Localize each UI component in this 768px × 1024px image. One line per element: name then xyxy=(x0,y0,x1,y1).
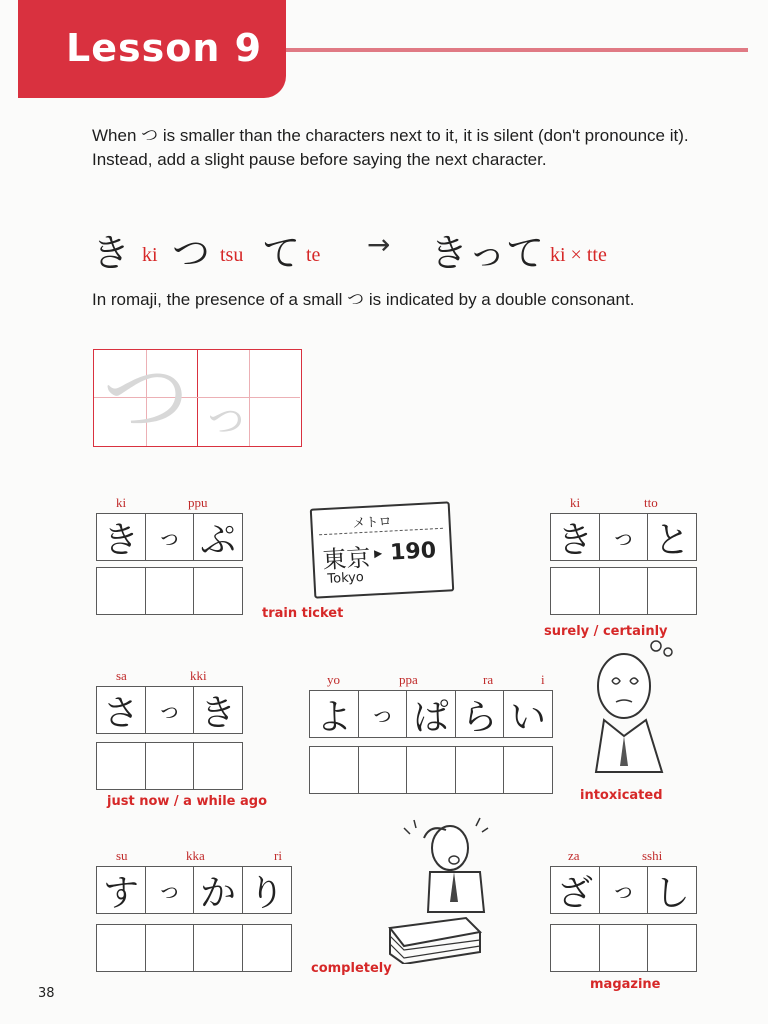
practice-box[interactable] xyxy=(309,746,359,794)
romaji-label: yo xyxy=(327,672,340,687)
practice-box[interactable] xyxy=(455,746,505,794)
practice-box[interactable] xyxy=(193,742,243,790)
kana-box: っ xyxy=(145,686,195,734)
stroke-large-kana: つ xyxy=(102,346,191,449)
example-result: きって xyxy=(430,231,545,275)
kana-box: か xyxy=(193,866,243,914)
ticket-illustration xyxy=(310,501,455,598)
page-number: 38 xyxy=(38,986,55,1001)
kana-box: っ xyxy=(145,866,195,914)
practice-box[interactable] xyxy=(550,924,600,972)
romaji-label: ki xyxy=(116,495,127,510)
ticket-kanji: 東京 xyxy=(321,543,372,575)
meaning-label: train ticket xyxy=(262,606,344,621)
romaji-label: ppu xyxy=(188,495,208,510)
romaji-label: ppa xyxy=(399,672,418,687)
example-romaji-3: te xyxy=(306,244,321,266)
kana-box: ら xyxy=(455,690,505,738)
meaning-label: intoxicated xyxy=(580,788,663,803)
kana-box: し xyxy=(647,866,697,914)
kana-box: っ xyxy=(145,513,195,561)
ticket-number: 190 xyxy=(389,538,437,566)
ticket-arrow-icon: ▸ xyxy=(373,543,383,563)
kana-box: き xyxy=(193,686,243,734)
romaji-label: tto xyxy=(644,495,658,510)
kana-box: ざ xyxy=(550,866,600,914)
kana-box: っ xyxy=(599,866,649,914)
ticket-romaji: Tokyo xyxy=(327,569,365,587)
romaji-label: sa xyxy=(116,668,127,683)
practice-box[interactable] xyxy=(145,924,195,972)
romaji-label: ra xyxy=(483,672,494,687)
example-romaji-1: ki xyxy=(142,244,158,266)
meaning-label: completely xyxy=(311,961,392,976)
kana-box: り xyxy=(242,866,292,914)
example-romaji-2: tsu xyxy=(220,244,244,266)
practice-box[interactable] xyxy=(647,924,697,972)
practice-box[interactable] xyxy=(358,746,408,794)
romaji-label: ki xyxy=(570,495,581,510)
romaji-label: sshi xyxy=(642,848,663,863)
practice-box[interactable] xyxy=(550,567,600,615)
romaji-label: kka xyxy=(186,848,205,863)
example-kana-3: て xyxy=(262,231,301,275)
kana-box: き xyxy=(550,513,600,561)
header-rule xyxy=(286,48,748,52)
arrow-icon: → xyxy=(367,228,391,261)
intro-paragraph: When つ is smaller than the characters next to it, it is silent (don't pronounce it). Instead, add a slight pause before saying the next character. xyxy=(92,126,689,169)
romaji-label: za xyxy=(568,848,580,863)
stroke-practice-grid xyxy=(93,346,302,449)
meaning-label: surely / certainly xyxy=(544,624,668,639)
stroke-small-kana: っ xyxy=(202,388,251,444)
example-kana-2: つ xyxy=(172,231,211,275)
kana-box: と xyxy=(647,513,697,561)
romaji-label: i xyxy=(541,672,545,687)
kana-box: さ xyxy=(96,686,146,734)
kana-box: っ xyxy=(358,690,408,738)
romaji-note: In romaji, the presence of a small つ is indicated by a double consonant. xyxy=(92,290,635,309)
practice-box[interactable] xyxy=(599,567,649,615)
kana-box: ぱ xyxy=(406,690,456,738)
page-title: Lesson 9 xyxy=(66,26,263,70)
kana-box: よ xyxy=(309,690,359,738)
kana-box: き xyxy=(96,513,146,561)
kana-box: す xyxy=(96,866,146,914)
kana-box: っ xyxy=(599,513,649,561)
practice-box[interactable] xyxy=(647,567,697,615)
meaning-label: just now / a while ago xyxy=(107,794,268,809)
romaji-label: su xyxy=(116,848,128,863)
practice-box[interactable] xyxy=(145,742,195,790)
ticket-top-text: メトロ xyxy=(352,514,392,532)
meaning-label: magazine xyxy=(590,977,661,992)
practice-box[interactable] xyxy=(242,924,292,972)
practice-box[interactable] xyxy=(599,924,649,972)
drunk-person-illustration xyxy=(594,636,680,776)
example-result-romaji: ki × tte xyxy=(550,244,607,266)
practice-box[interactable] xyxy=(406,746,456,794)
romaji-label: ri xyxy=(274,848,282,863)
kana-box: い xyxy=(503,690,553,738)
romaji-label: kki xyxy=(190,668,207,683)
practice-box[interactable] xyxy=(96,742,146,790)
practice-box[interactable] xyxy=(145,567,195,615)
practice-box[interactable] xyxy=(193,567,243,615)
practice-box[interactable] xyxy=(96,567,146,615)
practice-box[interactable] xyxy=(503,746,553,794)
example-row xyxy=(92,222,692,275)
example-kana-1: き xyxy=(92,231,131,275)
practice-box[interactable] xyxy=(193,924,243,972)
stressed-person-illustration xyxy=(384,808,504,964)
kana-box: ぷ xyxy=(193,513,243,561)
practice-box[interactable] xyxy=(96,924,146,972)
